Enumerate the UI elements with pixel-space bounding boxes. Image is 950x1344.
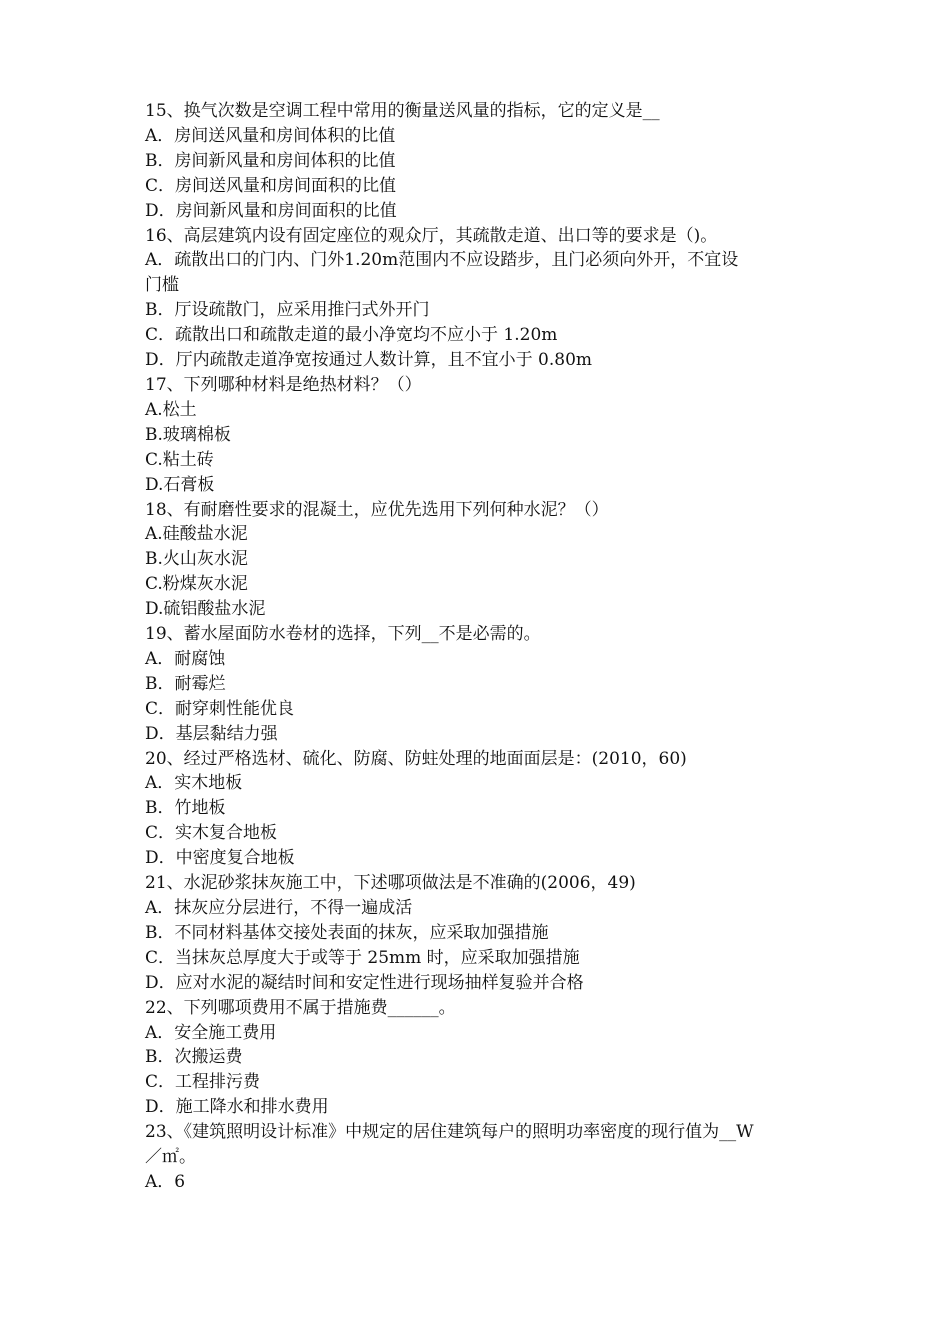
question-21-option-b: B．不同材料基体交接处表面的抹灰，应采取加强措施 — [145, 922, 549, 943]
question-18-text: 18、有耐磨性要求的混凝土，应优先选用下列何种水泥？（） — [145, 499, 609, 520]
question-17-option-a: A.松土 — [145, 399, 197, 420]
question-19-option-c: C．耐穿刺性能优良 — [145, 698, 295, 719]
question-22-text: 22、下列哪项费用不属于措施费______。 — [145, 997, 456, 1018]
question-17-option-b: B.玻璃棉板 — [145, 424, 231, 445]
question-16-option-a: A．疏散出口的门内、门外1.20m范围内不应设踏步，且门必须向外开，不宜设 — [145, 250, 739, 271]
question-19-option-d: D．基层黏结力强 — [145, 723, 278, 744]
question-21-text: 21、水泥砂浆抹灰施工中，下述哪项做法是不准确的(2006，49) — [145, 873, 636, 894]
question-16-text: 16、高层建筑内设有固定座位的观众厅，其疏散走道、出口等的要求是（)。 — [145, 225, 718, 246]
question-18-option-c: C.粉煤灰水泥 — [145, 574, 248, 595]
question-15-option-d: D．房间新风量和房间面积的比值 — [145, 200, 397, 221]
question-15-option-b: B．房间新风量和房间体积的比值 — [145, 150, 396, 171]
question-22-option-a: A．安全施工费用 — [145, 1022, 277, 1043]
question-17-text: 17、下列哪种材料是绝热材料？（） — [145, 374, 422, 395]
question-15-option-a: A．房间送风量和房间体积的比值 — [145, 125, 396, 146]
question-20-text: 20、经过严格选材、硫化、防腐、防蛀处理的地面面层是：(2010，60) — [145, 748, 687, 769]
question-18-option-d: D.硫铝酸盐水泥 — [145, 599, 266, 620]
question-22-option-c: C．工程排污费 — [145, 1072, 261, 1093]
question-16-option-d: D．厅内疏散走道净宽按通过人数计算，且不宜小于 0.80m — [145, 350, 593, 371]
question-22-option-d: D．施工降水和排水费用 — [145, 1097, 329, 1118]
document-body — [145, 99, 810, 1195]
question-20-option-d: D．中密度复合地板 — [145, 848, 295, 869]
question-20-option-c: C．实木复合地板 — [145, 823, 278, 844]
question-21-option-d: D．应对水泥的凝结时间和安定性进行现场抽样复验并合格 — [145, 972, 584, 993]
question-16-option-a-continued: 门槛 — [145, 275, 179, 296]
question-23-option-a: A．6 — [145, 1171, 186, 1192]
question-21-option-c: C．当抹灰总厚度大于或等于 25mm 时，应采取加强措施 — [145, 947, 580, 968]
question-15-option-c: C．房间送风量和房间面积的比值 — [145, 175, 397, 196]
question-18-option-a: A.硅酸盐水泥 — [145, 524, 248, 545]
question-23-text-continued: ／㎡。 — [145, 1147, 196, 1168]
question-20-option-b: B．竹地板 — [145, 798, 226, 819]
question-22-option-b: B．次搬运费 — [145, 1047, 243, 1068]
question-19-text: 19、蓄水屋面防水卷材的选择，下列__不是必需的。 — [145, 624, 541, 645]
question-21-option-a: A．抹灰应分层进行，不得一遍成活 — [145, 898, 413, 918]
question-16-option-b: B．厅设疏散门，应采用推闩式外开门 — [145, 300, 430, 321]
question-17-option-d: D.石膏板 — [145, 474, 215, 495]
question-19-option-b: B．耐霉烂 — [145, 673, 226, 694]
question-18-option-b: B.火山灰水泥 — [145, 549, 248, 570]
question-23-text: 23、《建筑照明设计标准》中规定的居住建筑每户的照明功率密度的现行值为__W — [145, 1122, 754, 1143]
question-20-option-a: A．实木地板 — [145, 773, 243, 794]
question-19-option-a: A．耐腐蚀 — [145, 648, 226, 669]
question-15-text: 15、换气次数是空调工程中常用的衡量送风量的指标，它的定义是__ — [145, 101, 660, 121]
question-17-option-c: C.粘土砖 — [145, 449, 214, 470]
question-16-option-c: C．疏散出口和疏散走道的最小净宽均不应小于 1.20m — [145, 325, 558, 346]
